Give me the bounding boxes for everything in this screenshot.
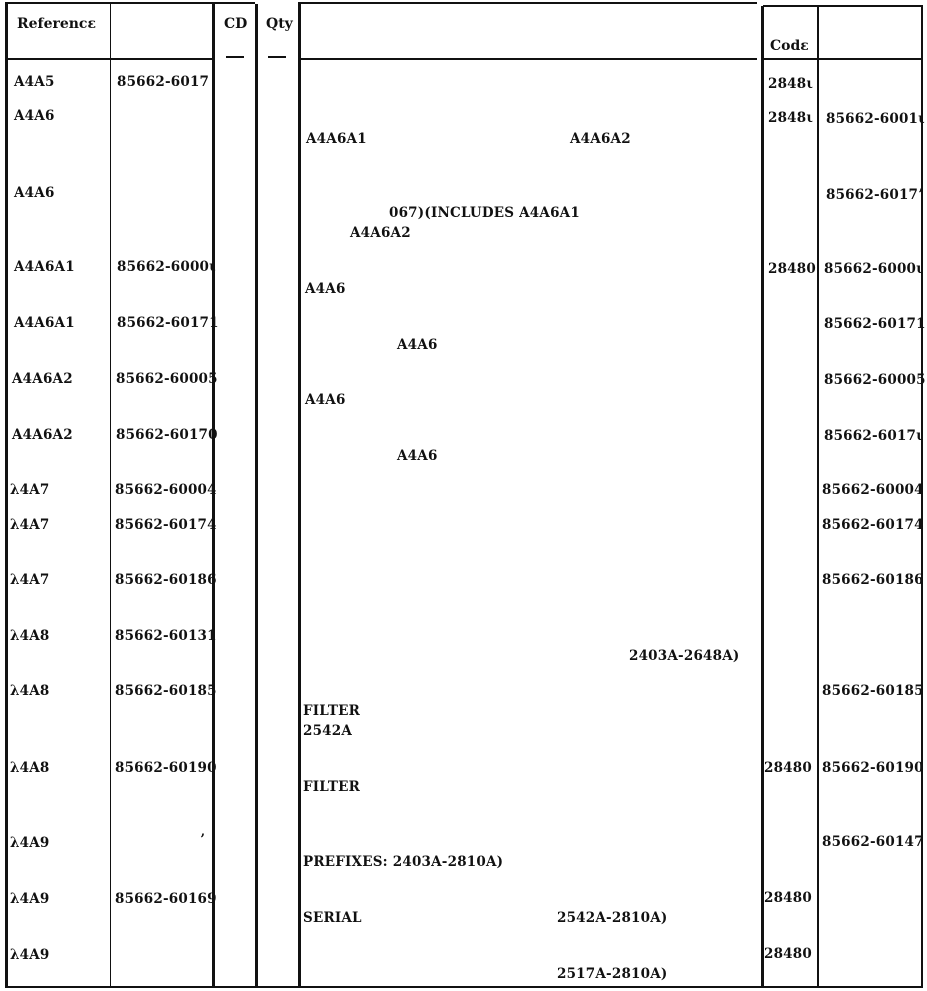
row-description: 2403A-2648A) — [629, 648, 740, 664]
row-description: A4A6A2 — [570, 131, 631, 147]
header-qty: Qty — [266, 16, 293, 32]
row-code: 2848ι — [768, 110, 814, 126]
row-description: PREFIXES: 2403A-2810A) — [303, 854, 504, 870]
row-code: 28480 — [768, 261, 816, 277]
row-part-number: 85662-60169 — [115, 891, 217, 907]
desc-header-bottom-border — [299, 58, 757, 60]
header-cd: CD — [224, 16, 248, 32]
header-code: Codε — [770, 38, 809, 54]
table-left-border — [5, 2, 8, 988]
row-ref: λ4A9 — [10, 891, 50, 907]
qty-header-tick — [268, 56, 286, 58]
row-part-number: 85662-60131 — [115, 628, 217, 644]
row-description: SERIAL — [303, 910, 362, 926]
row-ref: λ4A7 — [10, 572, 50, 588]
row-description: 2542A-2810A) — [557, 910, 668, 926]
row-description: 067)(INCLUDES A4A6A1 — [389, 205, 580, 221]
row-part-number: 85662-6000ι — [117, 259, 216, 275]
cd-header-tick — [226, 56, 244, 58]
desc-top-border — [299, 2, 757, 4]
table-bottom-border — [5, 986, 923, 988]
row-ref: A4A5 — [14, 74, 55, 90]
row-part-number: 85662-60186 — [115, 572, 217, 588]
code-mfr-divider — [817, 6, 819, 988]
row-mfr-part: 85662-60147 — [822, 834, 924, 850]
row-mfr-part: 85662-6001ι — [826, 111, 925, 127]
row-description: 2517A-2810A) — [557, 966, 668, 982]
ref-part-divider — [110, 4, 111, 988]
row-part-number: 85662-60185 — [115, 683, 217, 699]
row-mfr-part: 85662-60190 — [822, 760, 924, 776]
row-part-number: 85662-60004 — [115, 482, 217, 498]
header-bottom-border — [5, 58, 212, 60]
row-description: A4A6 — [397, 337, 438, 353]
row-mfr-part: 85662-6017ʼ — [826, 187, 924, 203]
cd-qty-divider — [255, 4, 258, 988]
row-mfr-part: 85662-60005 — [824, 372, 926, 388]
qty-footer-tick — [268, 986, 286, 988]
row-ref: λ4A7 — [10, 482, 50, 498]
row-ref: λ4A8 — [10, 760, 50, 776]
row-part-number: 85662-60174 — [115, 517, 217, 533]
row-description: A4A6 — [397, 448, 438, 464]
row-ref: λ4A8 — [10, 628, 50, 644]
row-ref: A4A6A1 — [14, 259, 75, 275]
row-ref: A4A6 — [14, 185, 55, 201]
row-mfr-part: 85662-60004 — [822, 482, 924, 498]
row-ref: A4A6 — [14, 108, 55, 124]
code-header-bottom-border — [763, 58, 923, 60]
row-description: 2542A — [303, 723, 353, 739]
row-description: A4A6A1 — [306, 131, 367, 147]
row-description: FILTER — [303, 779, 361, 795]
row-ref: A4A6A2 — [12, 427, 73, 443]
row-part-number: 85662-60170 — [116, 427, 218, 443]
cd-footer-tick — [226, 986, 244, 988]
row-part-number: 85662-60190 — [115, 760, 217, 776]
row-part-number: 85662-60171 — [117, 315, 219, 331]
qty-desc-divider — [298, 2, 301, 988]
row-code: 28480 — [764, 946, 812, 962]
row-mfr-part: 85662-6000ι — [824, 261, 923, 277]
row-description: A4A6A2 — [350, 225, 411, 241]
row-code: 2848ι — [768, 76, 814, 92]
desc-code-divider — [761, 6, 764, 988]
table-top-border — [5, 2, 255, 4]
row-ref: λ4A9 — [10, 947, 50, 963]
row-description: A4A6 — [305, 281, 346, 297]
row-mfr-part: 85662-60174 — [822, 517, 924, 533]
row-ref: A4A6A1 — [14, 315, 75, 331]
row-description: FILTER — [303, 703, 361, 719]
row-description: A4A6 — [305, 392, 346, 408]
row-part-number: ʼ — [200, 832, 205, 848]
row-ref: λ4A8 — [10, 683, 50, 699]
row-ref: λ4A7 — [10, 517, 50, 533]
header-reference: Referencε — [17, 16, 96, 32]
row-part-number: 85662-6017 — [117, 74, 210, 90]
row-mfr-part: 85662-60171 — [824, 316, 926, 332]
row-part-number: 85662-60005 — [116, 371, 218, 387]
row-code: 28480 — [764, 760, 812, 776]
row-mfr-part: 85662-6017ι — [824, 428, 923, 444]
row-code: 28480 — [764, 890, 812, 906]
row-mfr-part: 85662-60186 — [822, 572, 924, 588]
row-ref: A4A6A2 — [12, 371, 73, 387]
row-ref: λ4A9 — [10, 835, 50, 851]
row-mfr-part: 85662-60185 — [822, 683, 924, 699]
code-top-border — [763, 5, 923, 7]
